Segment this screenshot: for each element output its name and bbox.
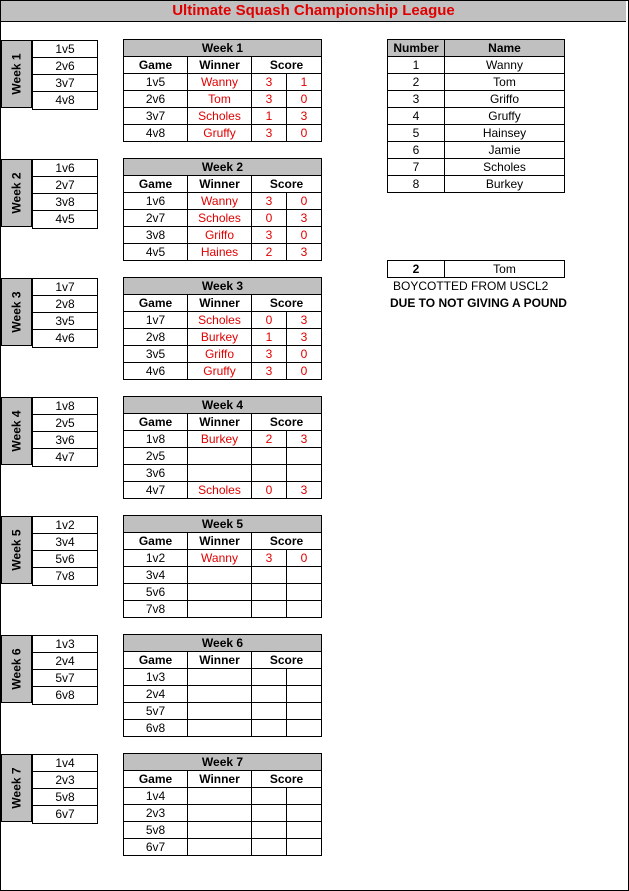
score-cell: 3 xyxy=(252,227,287,244)
score-cell xyxy=(287,703,322,720)
score-cell: 0 xyxy=(252,312,287,329)
table-row xyxy=(124,703,322,720)
score-cell: 1 xyxy=(252,108,287,125)
game-cell: 4v6 xyxy=(124,363,188,380)
score-header: Score xyxy=(252,57,322,74)
fixture-list xyxy=(32,397,98,467)
score-header: Score xyxy=(252,652,322,669)
week-label-text: Week 3 xyxy=(9,291,24,333)
score-cell: 2 xyxy=(252,244,287,261)
week-label xyxy=(1,635,32,703)
week-label xyxy=(1,754,32,822)
score-cell xyxy=(287,686,322,703)
score-cell xyxy=(287,584,322,601)
fixture-item: 1v5 xyxy=(33,41,97,58)
score-cell xyxy=(252,448,287,465)
game-cell: 3v4 xyxy=(124,567,188,584)
score-cell: 3 xyxy=(252,193,287,210)
player-name: Wanny xyxy=(445,57,565,74)
table-row xyxy=(124,601,322,618)
winner-cell: Wanny xyxy=(188,74,252,91)
score-cell xyxy=(287,720,322,737)
winner-header: Winner xyxy=(188,295,252,312)
fixture-item: 2v7 xyxy=(33,177,97,194)
winner-header: Winner xyxy=(188,176,252,193)
week-results-table xyxy=(123,158,322,261)
score-cell: 3 xyxy=(252,346,287,363)
week-header: Week 7 xyxy=(124,754,322,771)
score-cell: 0 xyxy=(252,210,287,227)
week-label xyxy=(1,397,32,465)
table-row xyxy=(388,159,565,176)
fixture-item: 6v8 xyxy=(55,688,75,702)
player-name: Griffo xyxy=(445,91,565,108)
week-header: Week 1 xyxy=(124,40,322,57)
player-name: Tom xyxy=(445,74,565,91)
game-cell: 2v4 xyxy=(124,686,188,703)
score-cell: 3 xyxy=(287,108,322,125)
winner-cell xyxy=(188,720,252,737)
score-cell: 0 xyxy=(287,193,322,210)
score-cell: 3 xyxy=(287,482,322,499)
score-cell xyxy=(252,805,287,822)
score-cell: 3 xyxy=(252,550,287,567)
score-cell: 3 xyxy=(252,363,287,380)
player-number: 1 xyxy=(388,57,445,74)
player-name: Scholes xyxy=(445,159,565,176)
score-cell: 0 xyxy=(287,227,322,244)
game-cell: 5v8 xyxy=(124,822,188,839)
table-row xyxy=(124,346,322,363)
score-cell xyxy=(252,686,287,703)
winner-header: Winner xyxy=(188,652,252,669)
game-header: Game xyxy=(124,176,188,193)
winner-cell: Tom xyxy=(188,91,252,108)
week-label-text: Week 1 xyxy=(9,53,24,95)
table-row xyxy=(124,244,322,261)
score-cell: 0 xyxy=(287,363,322,380)
score-cell: 3 xyxy=(287,244,322,261)
score-cell xyxy=(287,669,322,686)
week-label xyxy=(1,40,32,108)
score-cell xyxy=(287,601,322,618)
game-cell: 2v8 xyxy=(124,329,188,346)
game-header: Game xyxy=(124,533,188,550)
winner-cell xyxy=(188,686,252,703)
score-cell: 2 xyxy=(252,431,287,448)
winner-cell xyxy=(188,601,252,618)
score-cell: 3 xyxy=(287,210,322,227)
table-row xyxy=(124,74,322,91)
game-cell: 1v5 xyxy=(124,74,188,91)
game-cell: 1v7 xyxy=(124,312,188,329)
winner-cell: Scholes xyxy=(188,210,252,227)
winner-cell xyxy=(188,805,252,822)
week-label xyxy=(1,278,32,346)
score-cell: 1 xyxy=(287,74,322,91)
score-header: Score xyxy=(252,176,322,193)
table-row xyxy=(388,125,565,142)
winner-header: Winner xyxy=(188,771,252,788)
page-title: Ultimate Squash Championship League xyxy=(1,1,626,22)
game-cell: 6v8 xyxy=(124,720,188,737)
score-cell xyxy=(252,703,287,720)
winner-cell: Burkey xyxy=(188,329,252,346)
score-cell xyxy=(287,822,322,839)
fixture-item: 4v6 xyxy=(55,331,75,345)
fixture-item: 1v8 xyxy=(33,398,97,415)
fixture-item: 4v8 xyxy=(55,93,75,107)
game-cell: 1v2 xyxy=(124,550,188,567)
player-name: Gruffy xyxy=(445,108,565,125)
fixture-list xyxy=(32,754,98,824)
winner-cell xyxy=(188,839,252,856)
week-header: Week 3 xyxy=(124,278,322,295)
fixture-item: 1v6 xyxy=(33,160,97,177)
game-header: Game xyxy=(124,771,188,788)
week-label-text: Week 2 xyxy=(9,172,24,214)
score-cell xyxy=(287,788,322,805)
fixture-item: 4v5 xyxy=(55,212,75,226)
week-results-table xyxy=(123,396,322,499)
player-name: Jamie xyxy=(445,142,565,159)
score-cell: 0 xyxy=(252,482,287,499)
table-row xyxy=(388,74,565,91)
week-header: Week 6 xyxy=(124,635,322,652)
fixture-list xyxy=(32,516,98,586)
player-number: 5 xyxy=(388,125,445,142)
player-number: 3 xyxy=(388,91,445,108)
score-cell xyxy=(287,567,322,584)
winner-cell: Griffo xyxy=(188,346,252,363)
fixture-item: 1v7 xyxy=(33,279,97,296)
table-row xyxy=(124,329,322,346)
table-row xyxy=(124,108,322,125)
table-row xyxy=(124,805,322,822)
score-cell xyxy=(287,465,322,482)
fixture-list xyxy=(32,40,98,110)
table-row xyxy=(124,822,322,839)
fixture-item: 5v8 xyxy=(33,789,97,806)
winner-cell xyxy=(188,822,252,839)
score-cell: 0 xyxy=(287,346,322,363)
boycott-table xyxy=(387,260,565,278)
fixture-item: 6v7 xyxy=(55,807,75,821)
player-number: 4 xyxy=(388,108,445,125)
score-cell: 0 xyxy=(287,91,322,108)
player-number: 2 xyxy=(388,74,445,91)
score-cell xyxy=(252,822,287,839)
winner-cell xyxy=(188,567,252,584)
game-cell: 3v8 xyxy=(124,227,188,244)
score-cell: 3 xyxy=(252,91,287,108)
score-cell xyxy=(252,788,287,805)
game-cell: 1v3 xyxy=(124,669,188,686)
table-row xyxy=(124,788,322,805)
table-row xyxy=(124,431,322,448)
week-results-table xyxy=(123,515,322,618)
game-cell: 2v6 xyxy=(124,91,188,108)
game-cell: 5v7 xyxy=(124,703,188,720)
winner-cell xyxy=(188,703,252,720)
table-row xyxy=(124,720,322,737)
fixture-item: 3v4 xyxy=(33,534,97,551)
fixture-item: 2v6 xyxy=(33,58,97,75)
fixture-item: 3v8 xyxy=(33,194,97,211)
score-cell xyxy=(252,567,287,584)
score-header: Score xyxy=(252,771,322,788)
week-results-table xyxy=(123,277,322,380)
player-number: 8 xyxy=(388,176,445,193)
score-cell xyxy=(252,584,287,601)
score-cell: 0 xyxy=(287,125,322,142)
week-results-table xyxy=(123,39,322,142)
week-header: Week 2 xyxy=(124,159,322,176)
winner-cell xyxy=(188,448,252,465)
table-row xyxy=(124,839,322,856)
player-name: Burkey xyxy=(445,176,565,193)
winner-cell: Burkey xyxy=(188,431,252,448)
winner-cell: Scholes xyxy=(188,312,252,329)
score-cell xyxy=(252,465,287,482)
number-header: Number xyxy=(388,40,445,57)
fixture-item: 1v4 xyxy=(33,755,97,772)
winner-cell xyxy=(188,584,252,601)
fixture-item: 2v3 xyxy=(33,772,97,789)
score-cell xyxy=(252,669,287,686)
fixture-list xyxy=(32,159,98,229)
winner-cell: Gruffy xyxy=(188,363,252,380)
score-cell xyxy=(252,601,287,618)
game-cell: 1v6 xyxy=(124,193,188,210)
player-name: Hainsey xyxy=(445,125,565,142)
game-cell: 2v7 xyxy=(124,210,188,227)
week-header: Week 4 xyxy=(124,397,322,414)
score-header: Score xyxy=(252,533,322,550)
week-results-table xyxy=(123,634,322,737)
table-row xyxy=(124,686,322,703)
winner-cell: Scholes xyxy=(188,482,252,499)
game-header: Game xyxy=(124,295,188,312)
winner-cell xyxy=(188,788,252,805)
fixture-item: 2v5 xyxy=(33,415,97,432)
winner-cell: Gruffy xyxy=(188,125,252,142)
table-row xyxy=(388,57,565,74)
game-cell: 7v8 xyxy=(124,601,188,618)
table-row xyxy=(388,108,565,125)
fixture-item: 7v8 xyxy=(55,569,75,583)
fixture-list xyxy=(32,278,98,348)
table-row xyxy=(388,176,565,193)
fixture-item: 4v7 xyxy=(55,450,75,464)
table-row xyxy=(124,125,322,142)
name-header: Name xyxy=(445,40,565,57)
score-cell xyxy=(252,839,287,856)
week-label-text: Week 4 xyxy=(9,410,24,452)
week-label xyxy=(1,159,32,227)
boycott-name: Tom xyxy=(445,261,565,278)
score-cell: 3 xyxy=(287,329,322,346)
game-cell: 3v6 xyxy=(124,465,188,482)
table-row xyxy=(124,227,322,244)
boycott-reason: DUE TO NOT GIVING A POUND xyxy=(390,296,567,310)
table-row xyxy=(124,363,322,380)
score-cell xyxy=(287,448,322,465)
table-row xyxy=(124,584,322,601)
game-cell: 6v7 xyxy=(124,839,188,856)
week-label xyxy=(1,516,32,584)
winner-header: Winner xyxy=(188,414,252,431)
fixture-list xyxy=(32,635,98,705)
table-row xyxy=(124,312,322,329)
game-cell: 3v5 xyxy=(124,346,188,363)
table-row xyxy=(124,567,322,584)
table-row xyxy=(388,142,565,159)
winner-header: Winner xyxy=(188,533,252,550)
score-cell: 0 xyxy=(287,550,322,567)
table-row xyxy=(124,482,322,499)
table-row xyxy=(124,465,322,482)
winner-cell: Griffo xyxy=(188,227,252,244)
game-header: Game xyxy=(124,414,188,431)
winner-cell: Wanny xyxy=(188,193,252,210)
week-label-text: Week 7 xyxy=(9,767,24,809)
score-cell xyxy=(252,720,287,737)
score-cell: 3 xyxy=(252,74,287,91)
boycott-number: 2 xyxy=(388,261,445,278)
winner-cell: Wanny xyxy=(188,550,252,567)
week-label-text: Week 5 xyxy=(9,529,24,571)
winner-header: Winner xyxy=(188,57,252,74)
game-cell: 4v8 xyxy=(124,125,188,142)
fixture-item: 2v4 xyxy=(33,653,97,670)
winner-cell: Haines xyxy=(188,244,252,261)
table-row xyxy=(388,91,565,108)
game-header: Game xyxy=(124,57,188,74)
score-header: Score xyxy=(252,414,322,431)
game-cell: 2v5 xyxy=(124,448,188,465)
fixture-item: 5v6 xyxy=(33,551,97,568)
fixture-item: 1v3 xyxy=(33,636,97,653)
game-cell: 1v8 xyxy=(124,431,188,448)
game-header: Game xyxy=(124,652,188,669)
game-cell: 2v3 xyxy=(124,805,188,822)
week-results-table xyxy=(123,753,322,856)
fixture-item: 2v8 xyxy=(33,296,97,313)
fixture-item: 3v7 xyxy=(33,75,97,92)
week-header: Week 5 xyxy=(124,516,322,533)
winner-cell xyxy=(188,669,252,686)
table-row xyxy=(124,210,322,227)
table-row xyxy=(124,669,322,686)
fixture-item: 3v5 xyxy=(33,313,97,330)
game-cell: 5v6 xyxy=(124,584,188,601)
fixture-item: 3v6 xyxy=(33,432,97,449)
game-cell: 3v7 xyxy=(124,108,188,125)
score-cell: 3 xyxy=(252,125,287,142)
players-table xyxy=(387,39,565,193)
table-row xyxy=(124,193,322,210)
score-cell xyxy=(287,839,322,856)
game-cell: 4v7 xyxy=(124,482,188,499)
score-cell: 3 xyxy=(287,431,322,448)
week-label-text: Week 6 xyxy=(9,648,24,690)
boycott-note: BOYCOTTED FROM USCL2 xyxy=(393,279,549,293)
table-row xyxy=(124,91,322,108)
player-number: 6 xyxy=(388,142,445,159)
score-cell: 1 xyxy=(252,329,287,346)
game-cell: 4v5 xyxy=(124,244,188,261)
score-cell xyxy=(287,805,322,822)
table-row xyxy=(124,448,322,465)
table-row xyxy=(124,550,322,567)
fixture-item: 1v2 xyxy=(33,517,97,534)
player-number: 7 xyxy=(388,159,445,176)
game-cell: 1v4 xyxy=(124,788,188,805)
score-header: Score xyxy=(252,295,322,312)
score-cell: 3 xyxy=(287,312,322,329)
winner-cell xyxy=(188,465,252,482)
winner-cell: Scholes xyxy=(188,108,252,125)
fixture-item: 5v7 xyxy=(33,670,97,687)
